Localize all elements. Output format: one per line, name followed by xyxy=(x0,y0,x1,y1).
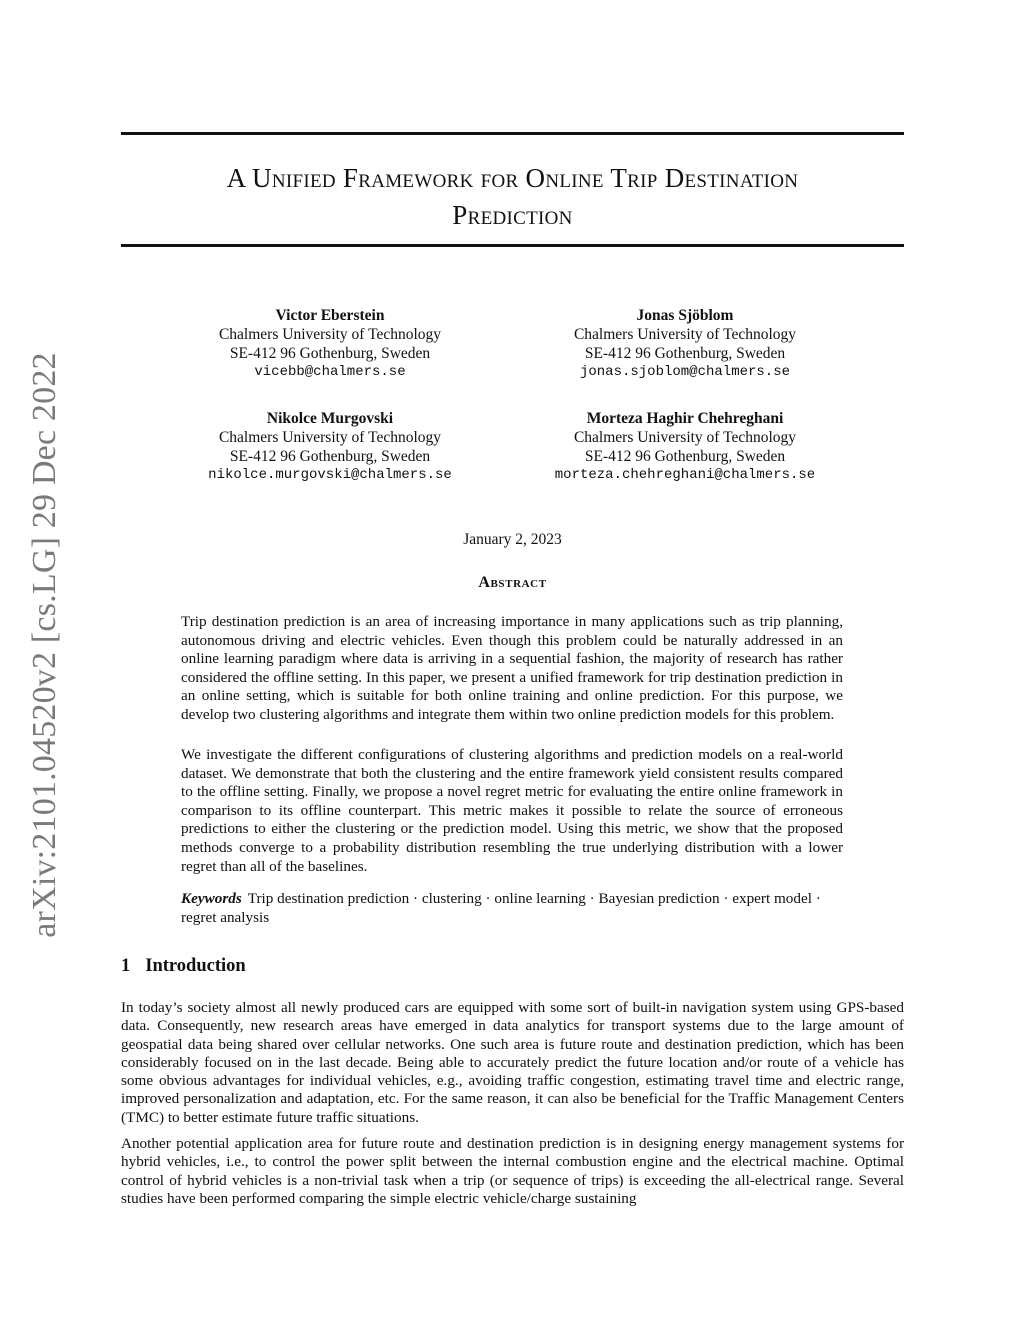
arxiv-identifier-stamp: arXiv:2101.04520v2 [cs.LG] 29 Dec 2022 xyxy=(26,352,63,938)
title-bottom-rule xyxy=(121,244,904,247)
abstract-paragraph-1: Trip destination prediction is an area of increasing importance in many applications such as trip planning, autonomous driving and electric vehicles. Even though this problem could be naturally addressed in an online learning paradigm where data is arriving in a sequential fashion, the majority of research has rather considered the offline setting. In this paper, we present a unified framework for trip destination prediction in an online setting, which is suitable for both online training and online prediction. For this purpose, we develop two clustering algorithms and integrate them within two online prediction models for this problem. xyxy=(181,613,843,723)
author-address: SE-412 96 Gothenburg, Sweden xyxy=(229,345,431,362)
keywords xyxy=(181,890,843,927)
author-name: Jonas Sjöblom xyxy=(636,307,734,324)
author-affiliation: Chalmers University of Technology xyxy=(573,326,797,343)
section-title: Introduction xyxy=(145,956,246,976)
author-block-4 xyxy=(537,409,833,485)
section-heading-introduction xyxy=(121,955,246,977)
author-address: SE-412 96 Gothenburg, Sweden xyxy=(229,448,431,465)
author-affiliation: Chalmers University of Technology xyxy=(218,326,442,343)
body-paragraph-1: In today’s society almost all newly produced cars are equipped with some sort of built-in navigation system using GPS-based data. Consequently, new research areas have emerged in data analytics for transport systems due to the large amount of geospatial data being shared over cellular networks. One such area is future route and destination prediction, which has been considerably focused on in the last decade. Being able to accurately predict the future location and/or route of a vehicle has some obvious advantages for individual vehicles, e.g., avoiding traffic congestion, estimating travel time and electric range, improved personalization and adaptation, etc. For the same reason, it can also be beneficial for the Traffic Management Centers (TMC) to better estimate future traffic situations. xyxy=(121,999,904,1126)
author-block-2 xyxy=(537,306,833,382)
paper-title-line-2: Prediction xyxy=(452,200,573,230)
paper-title xyxy=(121,160,904,234)
author-name: Victor Eberstein xyxy=(275,307,385,324)
author-address: SE-412 96 Gothenburg, Sweden xyxy=(584,345,786,362)
paper-title-line-1: A Unified Framework for Online Trip Destination xyxy=(226,163,799,193)
author-email: nikolce.murgovski@chalmers.se xyxy=(208,467,452,483)
author-email: vicebb@chalmers.se xyxy=(254,364,406,380)
publication-date: January 2, 2023 xyxy=(463,531,562,548)
author-block-1 xyxy=(185,306,475,382)
author-affiliation: Chalmers University of Technology xyxy=(218,429,442,446)
section-number: 1 xyxy=(121,956,131,976)
author-block-3 xyxy=(185,409,475,485)
author-name: Nikolce Murgovski xyxy=(266,410,394,427)
author-affiliation: Chalmers University of Technology xyxy=(573,429,797,446)
author-name: Morteza Haghir Chehreghani xyxy=(586,410,784,427)
author-address: SE-412 96 Gothenburg, Sweden xyxy=(584,448,786,465)
keywords-label: Keywords xyxy=(181,890,242,907)
author-email: morteza.chehreghani@chalmers.se xyxy=(554,467,816,483)
abstract-heading: Abstract xyxy=(478,574,547,591)
abstract-paragraph-2: We investigate the different configurations of clustering algorithms and prediction models on a real-world dataset. We demonstrate that both the clustering and the entire framework yield consistent results compared to the offline setting. Finally, we propose a novel regret metric for evaluating the entire online framework in comparison to its offline counterpart. This metric makes it possible to relate the source of erroneous predictions to either the clustering or the prediction model. Using this metric, we show that the proposed methods converge to a probability distribution resembling the true underlying distribution with a lower regret than all of the baselines. xyxy=(181,746,843,875)
title-top-rule xyxy=(121,132,904,135)
author-email: jonas.sjoblom@chalmers.se xyxy=(579,364,791,380)
body-paragraph-2: Another potential application area for future route and destination prediction is in designing energy management systems for hybrid vehicles, i.e., to control the power split between the internal combustion engine and the electrical machine. Optimal control of hybrid vehicles is a non-trivial task when a trip (or sequence of trips) is exceeding the all-electrical range. Several studies have been performed comparing the simple electric vehicle/charge sustaining xyxy=(121,1135,904,1207)
keywords-list: Trip destination prediction · clustering · online learning · Bayesian prediction · expert model · regret analysis xyxy=(181,890,821,926)
